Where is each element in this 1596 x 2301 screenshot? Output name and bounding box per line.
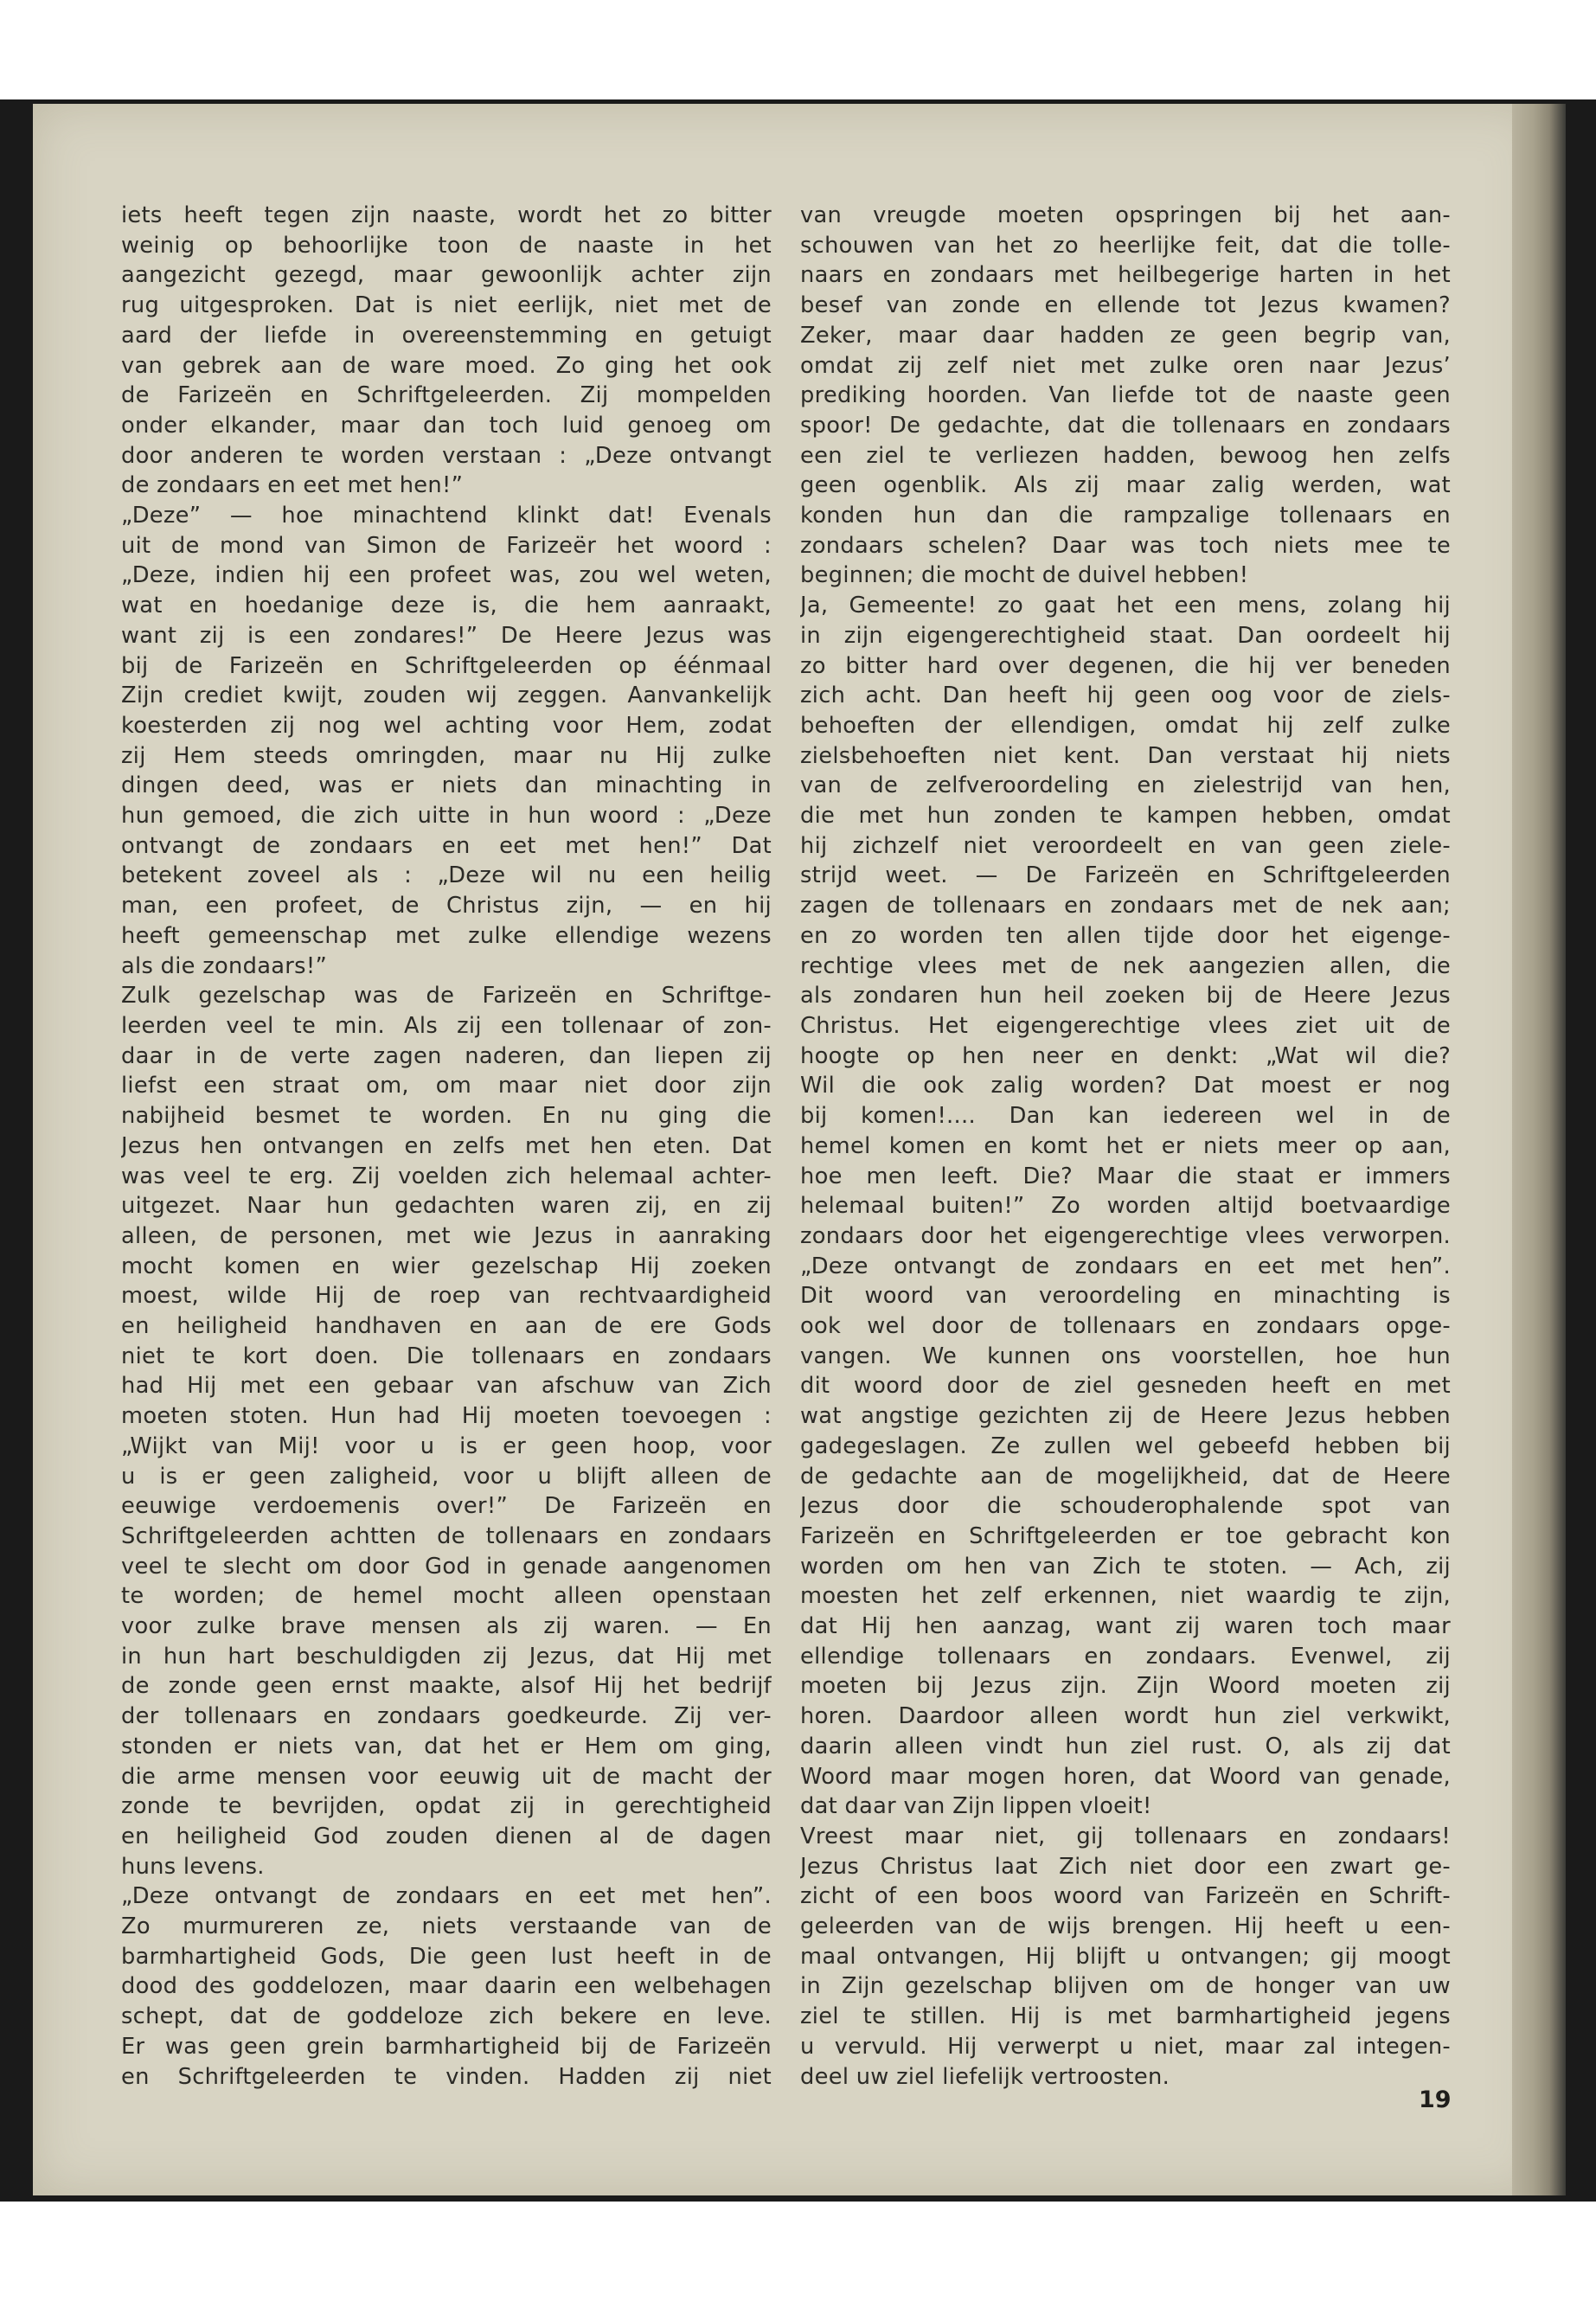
text-line: hoe men leeft. Die? Maar die staat er immers <box>800 1163 1451 1189</box>
text-line: strijd weet. — De Farizeën en Schriftgeleerden <box>800 862 1451 889</box>
text-line: geen ogenblik. Als zij maar zalig werden, wat <box>800 472 1451 499</box>
text-line: barmhartigheid Gods, Die geen lust heeft in de <box>121 1943 772 1970</box>
text-line: behoeften der ellendigen, omdat hij zelf zulke <box>800 712 1451 739</box>
text-line: ontvangt de zondaars en eet met hen!” Dat <box>121 832 772 859</box>
text-line: weinig op behoorlijke toon de naaste in het <box>121 232 772 259</box>
text-line: zagen de tollenaars en zondaars met de nek aan; <box>800 893 1451 920</box>
text-line: de gedachte aan de mogelijkheid, dat de Heere <box>800 1463 1451 1490</box>
text-column-left <box>121 201 772 2092</box>
text-line: Ja, Gemeente! zo gaat het een mens, zolang hij <box>800 593 1451 619</box>
text-line: die arme mensen voor eeuwig uit de macht der <box>121 1763 772 1790</box>
text-line: konden hun dan die rampzalige tollenaars en <box>800 503 1451 529</box>
text-line: stonden er niets van, dat het er Hem om ging, <box>121 1733 772 1759</box>
text-line: koesterden zij nog wel achting voor Hem, zodat <box>121 712 772 739</box>
text-line: aard der liefde in overeenstemming en getuigt <box>121 322 772 349</box>
text-line: wat angstige gezichten zij de Heere Jezus hebben <box>800 1403 1451 1430</box>
text-line: en heiligheid God zouden dienen al de dagen <box>121 1823 772 1849</box>
text-line: in hun hart beschuldigden zij Jezus, dat Hij met <box>121 1643 772 1670</box>
text-line: maal ontvangen, Hij blijft u ontvangen; gij moogt <box>800 1943 1451 1970</box>
text-line: naars en zondaars met heilbegerige harten in het <box>800 262 1451 289</box>
text-line: de Farizeën en Schriftgeleerden. Zij mompelden <box>121 382 772 409</box>
text-line: Dit woord van veroordeling en minachting is <box>800 1283 1451 1310</box>
text-line: Christus. Het eigengerechtige vlees ziet uit de <box>800 1012 1451 1039</box>
page-edge-shadow <box>1512 104 1566 2195</box>
text-line: van de zelfveroordeling en zielestrijd van hen, <box>800 772 1451 799</box>
text-line: Zijn crediet kwijt, zouden wij zeggen. Aanvankelijk <box>121 683 772 709</box>
text-line: zo bitter hard over degenen, die hij ver beneden <box>800 652 1451 679</box>
text-line: Wil die ook zalig worden? Dat moest er nog <box>800 1073 1451 1099</box>
text-line: daar in de verte zagen naderen, dan liepen zij <box>121 1042 772 1069</box>
text-line: als die zondaars!” <box>121 952 328 979</box>
text-line: dood des goddelozen, maar daarin een welbehagen <box>121 1973 772 2000</box>
text-line: ellendige tollenaars en zondaars. Evenwel, zij <box>800 1643 1451 1670</box>
text-line: alleen, de personen, met wie Jezus in aanraking <box>121 1222 772 1249</box>
text-line: beginnen; die mocht de duivel hebben! <box>800 562 1249 589</box>
text-line: aangezicht gezegd, maar gewoonlijk achter zijn <box>121 262 772 289</box>
text-line: besef van zonde en ellende tot Jezus kwamen? <box>800 292 1451 319</box>
text-line: Jezus Christus laat Zich niet door een zwart ge- <box>800 1853 1451 1880</box>
text-line: moeten stoten. Hun had Hij moeten toevoegen : <box>121 1403 772 1430</box>
text-line: schouwen van het zo heerlijke feit, dat die tolle- <box>800 232 1451 259</box>
text-line: Zo murmureren ze, niets verstaande van de <box>121 1913 772 1940</box>
text-line: schept, dat de goddeloze zich bekere en leve. <box>121 2003 772 2030</box>
text-line: omdat zij zelf niet met zulke oren naar Jezus’ <box>800 352 1451 379</box>
text-line: de zonde geen ernst maakte, alsof Hij het bedrijf <box>121 1673 772 1700</box>
text-line: had Hij met een gebaar van afschuw van Zich <box>121 1373 772 1400</box>
text-line: Zulk gezelschap was de Farizeën en Schriftge- <box>121 983 772 1009</box>
text-line: moesten het zelf erkennen, niet waardig te zijn, <box>800 1583 1451 1610</box>
text-line: „Deze ontvangt de zondaars en eet met hen”. <box>800 1253 1451 1279</box>
text-line: Vreest maar niet, gij tollenaars en zondaars! <box>800 1823 1451 1849</box>
text-line: prediking hoorden. Van liefde tot de naaste geen <box>800 382 1451 409</box>
text-line: spoor! De gedachte, dat die tollenaars en zondaars <box>800 412 1451 439</box>
text-line: hoogte op hen neer en denkt: „Wat wil die? <box>800 1042 1451 1069</box>
text-line: nabijheid besmet te worden. En nu ging die <box>121 1103 772 1130</box>
text-column-right <box>800 201 1451 2092</box>
text-line: Er was geen grein barmhartigheid bij de Farizeën <box>121 2033 772 2060</box>
text-line: Woord maar mogen horen, dat Woord van genade, <box>800 1763 1451 1790</box>
text-line: en heiligheid handhaven en aan de ere Gods <box>121 1313 772 1340</box>
text-line: helemaal buiten!” Zo worden altijd boetvaardige <box>800 1193 1451 1220</box>
text-line: heeft gemeenschap met zulke ellendige wezens <box>121 922 772 949</box>
text-line: ziel te stillen. Hij is met barmhartigheid jegens <box>800 2003 1451 2030</box>
text-line: onder elkander, maar dan toch luid genoeg om <box>121 412 772 439</box>
text-line: van gebrek aan de ware moed. Zo ging het ook <box>121 352 772 379</box>
text-line: Jezus hen ontvangen en zelfs met hen eten. Dat <box>121 1132 772 1159</box>
text-line: zonde te bevrijden, opdat zij in gerechtigheid <box>121 1793 772 1820</box>
text-line: was veel te erg. Zij voelden zich helemaal achter- <box>121 1163 772 1189</box>
text-line: „Deze, indien hij een profeet was, zou wel weten, <box>121 562 772 589</box>
page-number: 19 <box>1419 2086 1452 2113</box>
text-line: mocht komen en wier gezelschap Hij zoeken <box>121 1253 772 1279</box>
text-line: voor zulke brave mensen als zij waren. — En <box>121 1613 772 1640</box>
text-line: een ziel te verliezen hadden, bewoog hen zelfs <box>800 442 1451 469</box>
text-line: in zijn eigengerechtigheid staat. Dan oordeelt hij <box>800 622 1451 649</box>
text-line: moeten bij Jezus zijn. Zijn Woord moeten zij <box>800 1673 1451 1700</box>
text-line: der tollenaars en zondaars goedkeurde. Zij ver- <box>121 1703 772 1730</box>
text-line: geleerden van de wijs brengen. Hij heeft u een- <box>800 1913 1451 1940</box>
text-line: in Zijn gezelschap blijven om de honger van uw <box>800 1973 1451 2000</box>
text-line: zich acht. Dan heeft hij geen oog voor de ziels- <box>800 683 1451 709</box>
text-line: „Deze ontvangt de zondaars en eet met hen”. <box>121 1883 772 1910</box>
text-line: zondaars schelen? Daar was toch niets mee te <box>800 532 1451 559</box>
text-line: dat Hij hen aanzag, want zij waren toch maar <box>800 1613 1451 1640</box>
text-line: „Deze” — hoe minachtend klinkt dat! Evenals <box>121 503 772 529</box>
text-line: zij Hem steeds omringden, maar nu Hij zulke <box>121 742 772 769</box>
text-line: zicht of een boos woord van Farizeën en Schrift- <box>800 1883 1451 1910</box>
text-line: rechtige vlees met de nek aangezien allen, die <box>800 952 1451 979</box>
text-line: liefst een straat om, om maar niet door zijn <box>121 1073 772 1099</box>
text-line: Farizeën en Schriftgeleerden er toe gebracht kon <box>800 1522 1451 1549</box>
text-line: betekent zoveel als : „Deze wil nu een heilig <box>121 862 772 889</box>
text-line: Jezus door die schouderophalende spot van <box>800 1493 1451 1520</box>
text-line: horen. Daardoor alleen wordt hun ziel verkwikt, <box>800 1703 1451 1730</box>
text-line: niet te kort doen. Die tollenaars en zondaars <box>121 1343 772 1369</box>
text-line: van vreugde moeten opspringen bij het aan- <box>800 202 1451 228</box>
text-line: bij de Farizeën en Schriftgeleerden op éénmaal <box>121 652 772 679</box>
text-line: die met hun zonden te kampen hebben, omdat <box>800 803 1451 830</box>
text-line: uitgezet. Naar hun gedachten waren zij, en zij <box>121 1193 772 1220</box>
text-line: te worden; de hemel mocht alleen openstaan <box>121 1583 772 1610</box>
text-line: gadegeslagen. Ze zullen wel gebeefd hebben bij <box>800 1433 1451 1459</box>
text-line: vangen. We kunnen ons voorstellen, hoe hun <box>800 1343 1451 1369</box>
text-line: eeuwige verdoemenis over!” De Farizeën en <box>121 1493 772 1520</box>
text-line: Zeker, maar daar hadden ze geen begrip van, <box>800 322 1451 349</box>
text-line: hemel komen en komt het er niets meer op aan, <box>800 1132 1451 1159</box>
text-line: en Schriftgeleerden te vinden. Hadden zij niet <box>121 2063 772 2090</box>
text-line: uit de mond van Simon de Farizeër het woord : <box>121 532 772 559</box>
text-line: u is er geen zaligheid, voor u blijft alleen de <box>121 1463 772 1490</box>
text-line: en zo worden ten allen tijde door het eigenge- <box>800 922 1451 949</box>
text-line: want zij is een zondares!” De Heere Jezus was <box>121 622 772 649</box>
text-line: dingen deed, was er niets dan minachting in <box>121 772 772 799</box>
text-line: veel te slecht om door God in genade aangenomen <box>121 1553 772 1580</box>
text-line: dit woord door de ziel gesneden heeft en met <box>800 1373 1451 1400</box>
text-line: leerden veel te min. Als zij een tollenaar of zon- <box>121 1012 772 1039</box>
text-line: ook wel door de tollenaars en zondaars opge- <box>800 1313 1451 1340</box>
text-line: u vervuld. Hij verwerpt u niet, maar zal integen- <box>800 2033 1451 2060</box>
text-line: iets heeft tegen zijn naaste, wordt het zo bitter <box>121 202 772 228</box>
text-line: door anderen te worden verstaan : „Deze ontvangt <box>121 442 772 469</box>
text-line: huns levens. <box>121 1853 265 1880</box>
text-line: Schriftgeleerden achtten de tollenaars en zondaars <box>121 1522 772 1549</box>
text-line: daarin alleen vindt hun ziel rust. O, als zij dat <box>800 1733 1451 1759</box>
text-line: bij komen!.... Dan kan iedereen wel in de <box>800 1103 1451 1130</box>
text-line: moest, wilde Hij de roep van rechtvaardigheid <box>121 1283 772 1310</box>
text-line: dat daar van Zijn lippen vloeit! <box>800 1793 1152 1820</box>
text-line: man, een profeet, de Christus zijn, — en hij <box>121 893 772 920</box>
text-line: worden om hen van Zich te stoten. — Ach, zij <box>800 1553 1451 1580</box>
text-line: zielsbehoeften niet kent. Dan verstaat hij niets <box>800 742 1451 769</box>
text-line: rug uitgesproken. Dat is niet eerlijk, niet met de <box>121 292 772 319</box>
text-line: hun gemoed, die zich uitte in hun woord : „Deze <box>121 803 772 830</box>
text-line: als zondaren hun heil zoeken bij de Heere Jezus <box>800 983 1451 1009</box>
text-line: zondaars door het eigengerechtige vlees verworpen. <box>800 1222 1451 1249</box>
text-line: de zondaars en eet met hen!” <box>121 472 464 499</box>
text-line: deel uw ziel liefelijk vertroosten. <box>800 2063 1170 2090</box>
text-line: „Wijkt van Mij! voor u is er geen hoop, voor <box>121 1433 772 1459</box>
text-line: hij zichzelf niet veroordeelt en van geen ziele- <box>800 832 1451 859</box>
text-line: wat en hoedanige deze is, die hem aanraakt, <box>121 593 772 619</box>
